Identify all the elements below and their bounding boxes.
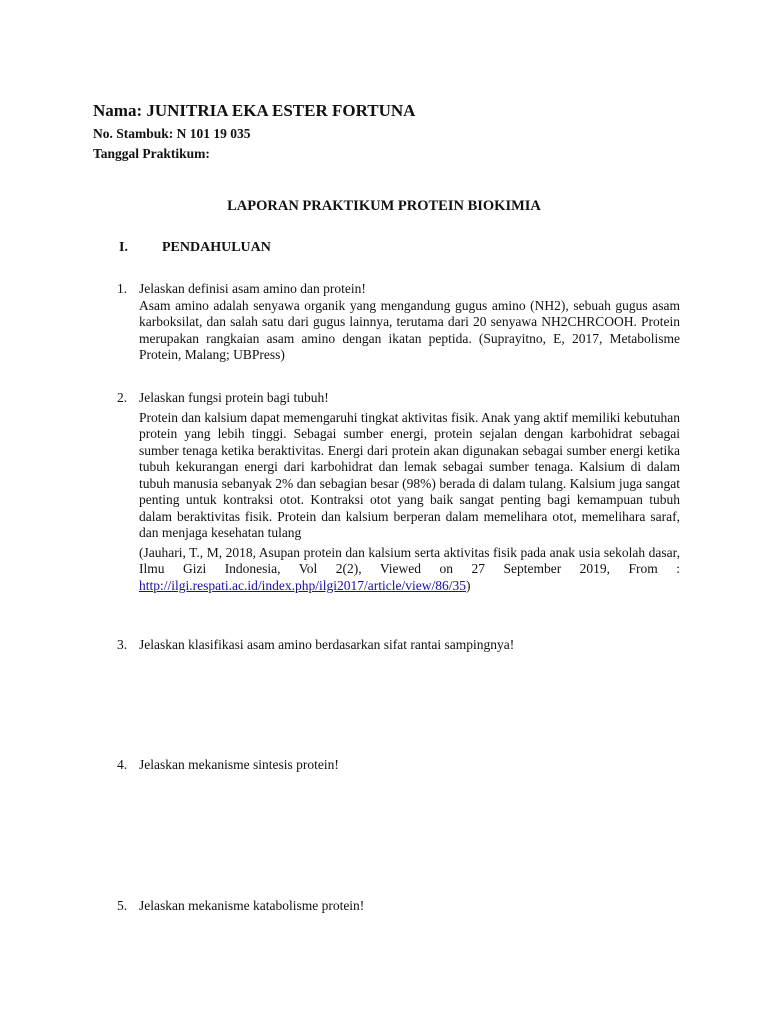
stambuk-line: No. Stambuk: N 101 19 035 xyxy=(93,126,251,141)
question-number: 3. xyxy=(117,637,128,652)
reference-close: ) xyxy=(465,577,471,593)
name-value: JUNITRIA EKA ESTER FORTUNA xyxy=(146,101,416,120)
answer-text: Asam amino adalah senyawa organik yang mengandung gugus amino (NH2), sebuah gugus asam karboksilat, dan salah satu dari gugus lainnya, terutama dari 20 senyawa NH2CHRCOOH. Protein merupakan rangkaian asam amino dengan ikatan peptida. (Suprayitno, E, 2017, Metabolisme Protein, Malang; UBPress) xyxy=(139,297,680,362)
answer-text: Protein dan kalsium dapat memengaruhi tingkat aktivitas fisik. Anak yang aktif memiliki kebutuhan protein yang lebih tinggi. Sebagai sumber energi, protein sejalan dengan karbohidrat sebagai sumber tenaga ketika beraktivitas. Energi dari protein akan digunakan sebagai sumber energi ketika tubuh kekurangan energi dari karbohidrat dan lemak sebagai sumber tenaga. Kalsium di dalam tubuh manusia sebanyak 2% dan sebagian besar (98%) berada di dalam tulang. Kalsium juga sangat penting untuk kontraksi otot. Kontraksi otot yang baik sangat penting bagi kemampuan tubuh dalam beraktivitas fisik. Protein dan kalsium berperan dalam memelihara otot, memelihara saraf, dan menjaga kesehatan tulang xyxy=(139,409,680,540)
question-text: Jelaskan klasifikasi asam amino berdasarkan sifat rantai sampingnya! xyxy=(139,637,515,652)
question-number: 1. xyxy=(117,281,128,296)
question-item xyxy=(117,898,680,915)
question-item xyxy=(117,757,680,774)
question-number: 5. xyxy=(117,898,128,913)
student-name xyxy=(93,101,415,121)
reference-citation: (Jauhari, T., M, 2018, Asupan protein dan kalsium serta aktivitas fisik pada anak usia sekolah dasar, Ilmu Gizi Indonesia, Vol 2(2), Viewed on 27 September 2019, From : xyxy=(139,544,680,576)
question-item xyxy=(117,281,680,364)
section-label: PENDAHULUAN xyxy=(162,240,271,255)
section-number: I. xyxy=(119,240,128,255)
report-title: LAPORAN PRAKTIKUM PROTEIN BIOKIMIA xyxy=(227,198,541,214)
question-text: Jelaskan mekanisme katabolisme protein! xyxy=(139,898,365,913)
question-number: 2. xyxy=(117,390,128,405)
question-item xyxy=(117,390,680,594)
reference-text xyxy=(139,545,680,595)
question-number: 4. xyxy=(117,757,128,772)
section-heading xyxy=(119,240,271,256)
reference-link[interactable]: http://ilgi.respati.ac.id/index.php/ilgi2017/article/view/86/35 xyxy=(139,577,466,593)
name-label: Nama: xyxy=(93,101,143,120)
question-text: Jelaskan definisi asam amino dan protein! xyxy=(139,281,366,296)
question-text: Jelaskan fungsi protein bagi tubuh! xyxy=(139,390,329,405)
question-item xyxy=(117,637,680,654)
question-text: Jelaskan mekanisme sintesis protein! xyxy=(139,757,339,772)
tanggal-line: Tanggal Praktikum: xyxy=(93,146,210,161)
